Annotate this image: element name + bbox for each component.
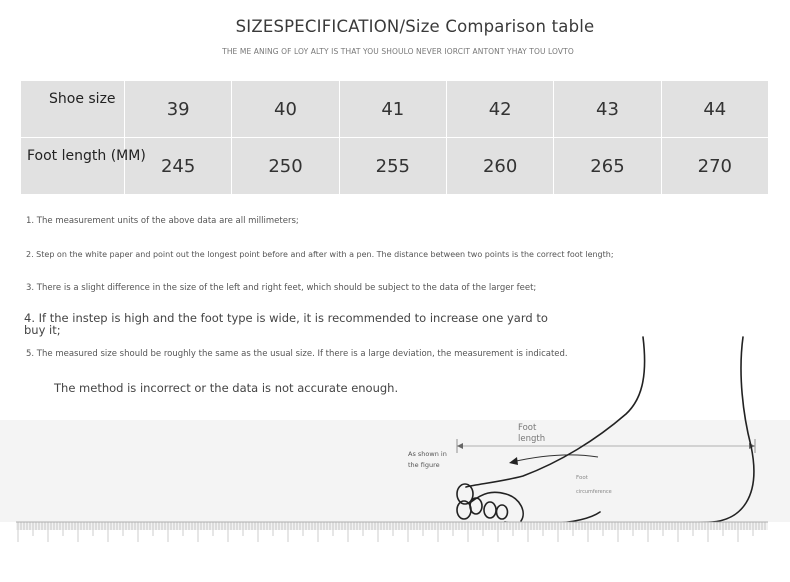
table-row xyxy=(21,138,769,195)
table-cell: 260 xyxy=(446,138,553,195)
ruler xyxy=(16,522,768,542)
table-cell: 245 xyxy=(125,138,232,195)
size-comparison-table xyxy=(20,80,769,195)
note-3: 3. There is a slight difference in the size of the left and right feet, which should be subject to the data of the larger feet; xyxy=(26,283,537,293)
note-method: The method is incorrect or the data is not accurate enough. xyxy=(54,381,399,395)
table-cell: 39 xyxy=(125,81,232,138)
table-cell: 42 xyxy=(446,81,553,138)
table-cell: 43 xyxy=(554,81,661,138)
foot-length-label: Foot xyxy=(518,423,537,433)
as-shown-label-line-2: the figure xyxy=(408,461,440,469)
floor-shadow xyxy=(0,420,790,522)
circumference-label: Foot xyxy=(576,475,588,481)
table-cell: 44 xyxy=(661,81,768,138)
table-cell: 265 xyxy=(554,138,661,195)
table-cell: 40 xyxy=(232,81,339,138)
note-1: 1. The measurement units of the above data are all millimeters; xyxy=(26,216,299,226)
foot-length-label-line-2: length xyxy=(518,434,546,444)
as-shown-label: As shown in xyxy=(408,450,447,458)
foot-measurement-figure xyxy=(0,330,790,582)
table-row xyxy=(21,81,769,138)
row-label-shoe-size: Shoe size xyxy=(21,81,125,138)
page-title: SIZESPECIFICATION/Size Comparison table xyxy=(235,17,595,36)
table-cell: 250 xyxy=(232,138,339,195)
table-cell: 270 xyxy=(661,138,768,195)
table-cell: 255 xyxy=(339,138,446,195)
row-label-foot-length: Foot length (MM) xyxy=(21,138,125,195)
circumference-label-line-2: circumference xyxy=(576,489,612,495)
table-cell: 41 xyxy=(339,81,446,138)
note-4: 4. If the instep is high and the foot type is wide, it is recommended to increase one yard to buy it; xyxy=(24,311,548,337)
page-subtitle: THE ME ANING OF LOY ALTY IS THAT YOU SHOULO NEVER IORCIT ANTONT YHAY TOU LOVTO xyxy=(222,47,574,56)
note-5: 5. The measured size should be roughly the same as the usual size. If there is a large deviation, the measurement is indicated. xyxy=(26,349,568,359)
note-2: 2. Step on the white paper and point out the longest point before and after with a pen. The distance between two points is the correct foot length; xyxy=(26,250,614,259)
